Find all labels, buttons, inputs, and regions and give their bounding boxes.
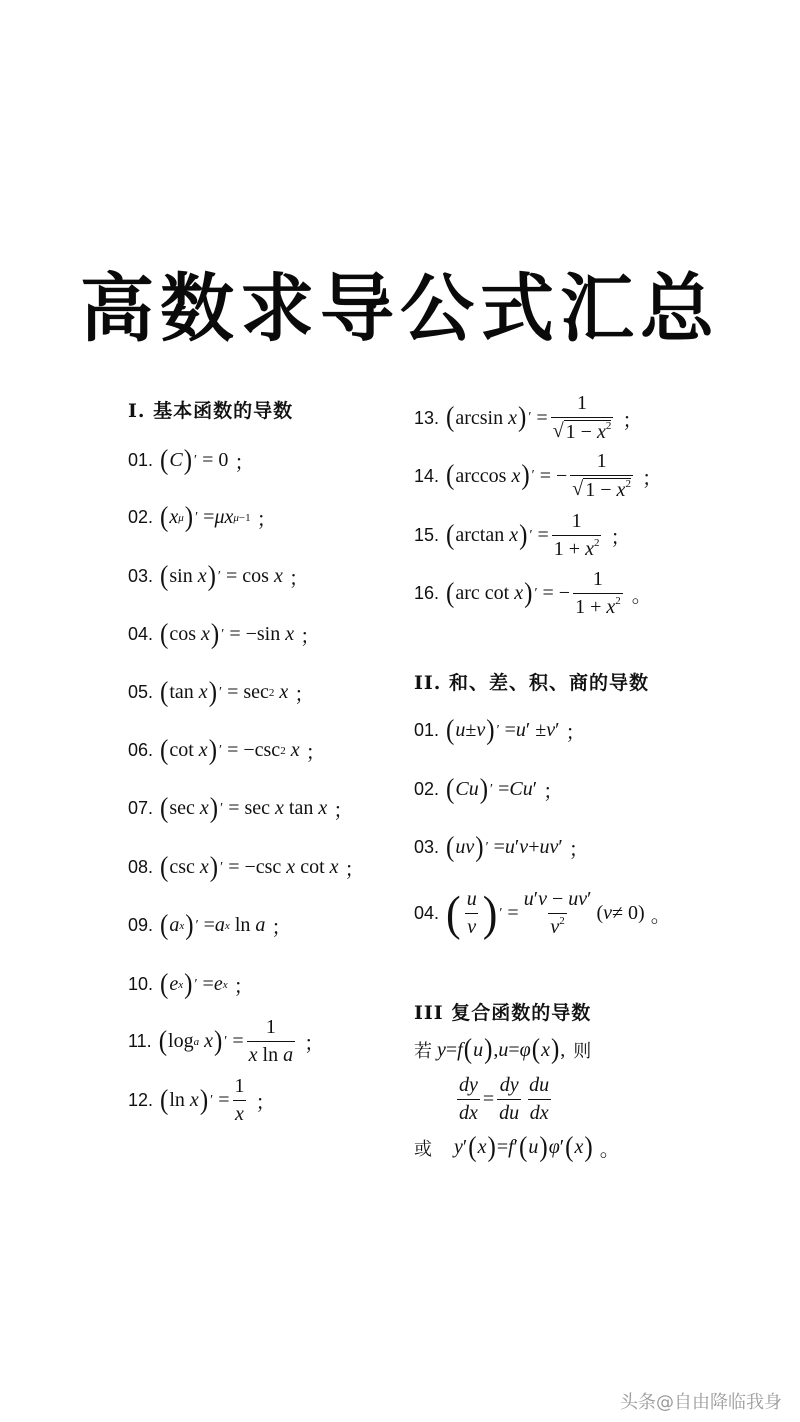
then-label: 则 — [573, 1041, 592, 1062]
formula-number: 16. — [414, 583, 440, 603]
formula-number: 04. — [128, 624, 154, 644]
semicolon: ； — [304, 1033, 325, 1055]
formula-b04: 04. ( cos x ) ′ = −sin x ； — [128, 618, 321, 650]
formula-b07: 07. ( sec x ) ′ = sec x tan x ； — [128, 792, 354, 824]
formula-number: 03. — [414, 837, 440, 857]
full-stop: 。 — [599, 1139, 620, 1161]
formula-b03: 03. ( sin x ) ′ = cos x ； — [128, 560, 309, 592]
page-title: 高数求导公式汇总 — [80, 266, 720, 352]
formula-b09: 09. ( a x ) ′ = a x ln a ； — [128, 909, 292, 941]
formula-number: 02. — [128, 507, 154, 527]
formula-number: 01. — [414, 720, 440, 740]
section-composite-heading: III 复合函数的导数 — [414, 1002, 592, 1024]
formula-b10: 10. ( e x ) ′ = e x ； — [128, 968, 254, 1000]
formula-number: 15. — [414, 525, 440, 545]
section-basic-heading: I. 基本函数的导数 — [128, 400, 294, 422]
semicolon: ； — [565, 722, 586, 744]
semicolon: ； — [255, 1092, 276, 1114]
semicolon: ； — [294, 684, 315, 706]
semicolon: ； — [305, 742, 326, 764]
or-label: 或 — [414, 1138, 432, 1160]
semicolon: ； — [610, 527, 631, 549]
composite-condition: 若 y = f ( u ) , u = φ ( x ) , 则 — [414, 1033, 592, 1065]
semicolon: ； — [622, 409, 643, 432]
formula-number: 09. — [128, 915, 154, 935]
formula-b08: 08. ( csc x ) ′ = −csc x cot x ； — [128, 851, 365, 883]
formula-number: 10. — [128, 974, 154, 994]
formula-a02: 02. ( Cu ) ′ = Cu ′ ； — [414, 773, 564, 805]
semicolon: ； — [333, 800, 354, 822]
formula-b14: 14. ( arccos x ) ′ = − 1 √ $1 - x^2$ ； — [414, 450, 662, 501]
semicolon: ； — [233, 976, 254, 998]
full-stop: 。 — [650, 905, 671, 927]
watermark: 头条@自由降临我身 — [620, 1392, 782, 1413]
formula-number: 02. — [414, 779, 440, 799]
if-label: 若 — [414, 1041, 432, 1062]
formula-number: 01. — [128, 450, 154, 470]
chain-rule-prime: 或 y ′ ( x ) = f ′ ( u ) φ ′ ( x ) 。 — [414, 1131, 620, 1163]
semicolon: ； — [288, 568, 309, 590]
formula-b06: 06. ( cot x ) ′ = −csc 2 x ； — [128, 734, 326, 766]
chain-rule-leibniz: $\frac{dy}{dx}$ = $\frac{dy}{du}$ $\frac{du}{dx}$ — [459, 1074, 550, 1124]
section-arith-heading: II. 和、差、积、商的导数 — [414, 672, 650, 694]
formula-number: 08. — [128, 857, 154, 877]
semicolon: ； — [568, 839, 589, 861]
formula-b15: 15. ( arctan x ) ′ = $\frac{1}{1 + x^2}$ ； — [414, 510, 631, 560]
formula-b11: 11. ( log a x ) ′ = $\frac{1}{\text{x ln a}}$ ； — [128, 1016, 325, 1066]
formula-number: 12. — [128, 1090, 154, 1110]
semicolon: ； — [641, 467, 662, 490]
formula-number: 07. — [128, 798, 154, 818]
semicolon: ； — [271, 917, 292, 939]
semicolon: ； — [234, 452, 255, 474]
formula-b13: 13. ( arcsin x ) ′ = 1 √ $1 - x^2$ ； — [414, 392, 643, 443]
formula-b01: 01. ( C ) ′ = 0 ； — [128, 444, 255, 476]
formula-number: 13. — [414, 407, 440, 428]
formula-number: 04. — [414, 903, 440, 923]
formula-number: 06. — [128, 740, 154, 760]
semicolon: ； — [256, 509, 277, 531]
formula-b05: 05. ( tan x ) ′ = sec 2 x ； — [128, 676, 315, 708]
semicolon: ； — [300, 626, 321, 648]
semicolon: ； — [543, 781, 564, 803]
formula-a01: 01. ( u ± v ) ′ = u ′ ± v ′ ； — [414, 714, 586, 746]
formula-b16: 16. ( arc cot x ) ′ = − $\frac{1}{1 + x^2}$ 。 — [414, 568, 652, 618]
semicolon: ； — [344, 859, 365, 881]
formula-a04: 04. ( $\frac{u}{v}$ ) ′ = $\frac{u'v - uv'}{v^2}$ ( v ≠ 0) 。 — [414, 886, 671, 940]
formula-b02: 02. ( x μ ) ′ = μx μ−1 ； — [128, 501, 277, 533]
formula-number: 03. — [128, 566, 154, 586]
full-stop: 。 — [631, 585, 652, 607]
formula-number: 11. — [128, 1031, 152, 1051]
formula-number: 05. — [128, 682, 154, 702]
formula-a03: 03. ( uv ) ′ = u ′ v + uv ′ ； — [414, 831, 589, 863]
formula-b12: 12. ( ln x ) ′ = $\frac{1}{x}$ ； — [128, 1075, 276, 1125]
formula-number: 14. — [414, 465, 440, 486]
